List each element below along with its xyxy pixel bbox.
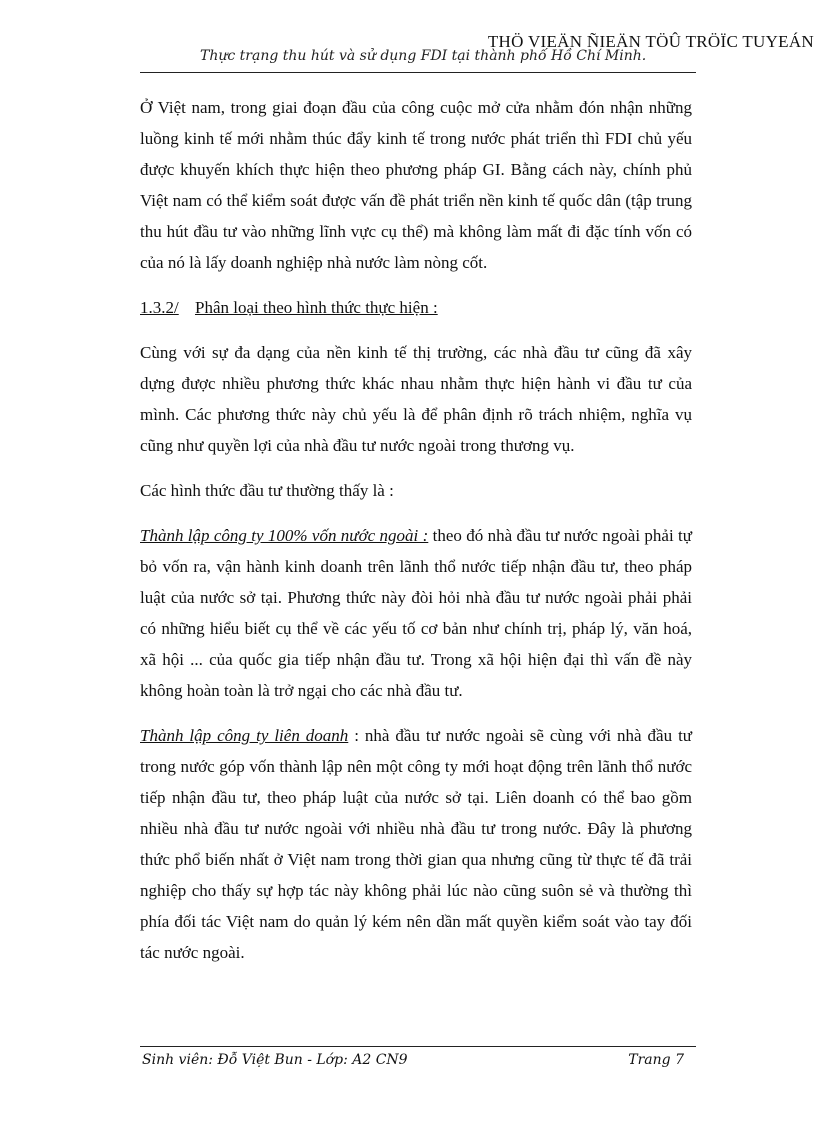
paragraph: Ở Việt nam, trong giai đoạn đầu của công cuộc mở cửa nhằm đón nhận những luồng kinh tế mới nhằm thúc đẩy kinh tế trong nước phát triển thì FDI chủ yếu được khuyến khích thực hiện theo phương pháp GI. Bằng cách này, chính phủ Việt nam có thể kiểm soát được vấn đề phát triển nền kinh tế quốc dân (tập trung thu hút đầu tư vào những lĩnh vực cụ thể) mà không làm mất đi đặc tính vốn có của nó là lấy doanh nghiệp nhà nước làm nòng cốt. [140,98,692,272]
paragraph: Các hình thức đầu tư thường thấy là : [140,481,394,500]
footer-divider [140,1046,696,1047]
footer-student: Sinh viên: Đỗ Việt Bun - Lớp: A2 CN9 [142,1052,408,1068]
page-body [140,92,692,982]
section-title: Phân loại theo hình thức thực hiện : [194,298,438,317]
term-100-percent-foreign: Thành lập công ty 100% vốn nước ngoài : [140,526,429,545]
term-joint-venture: Thành lập công ty liên doanh [140,726,349,745]
paragraph [140,520,692,706]
header-divider [140,72,696,73]
section-number: 1.3.2/ [140,298,179,317]
paragraph [140,720,692,968]
paragraph-text: : nhà đầu tư nước ngoài sẽ cùng với nhà đầu tư trong nước góp vốn thành lập nên một công ty mới hoạt động trên lãnh thổ nước tiếp nhận đầu tư, theo pháp luật của nước sở tại. Liên doanh có thể bao gồm nhiều nhà đầu tư nước ngoài với nhiều nhà đầu tư trong nước. Đây là phương thức phổ biến nhất ở Việt nam trong thời gian qua nhưng cũng từ thực tế đã trải nghiệp cho thấy sự hợp tác này không phải lúc nào cũng suôn sẻ và thường thì phía đối tác Việt nam do quản lý kém nên dần mất quyền kiểm soát vào tay đối tác nước ngoài. [140,726,693,962]
paragraph-text: theo đó nhà đầu tư nước ngoài phải tự bỏ vốn ra, vận hành kinh doanh trên lãnh thổ nước tiếp nhận đầu tư, theo pháp luật của nước sở tại. Phương thức này đòi hỏi nhà đầu tư nước ngoài phải phải có những hiểu biết cụ thể về các yếu tố cơ bản như chính trị, pháp lý, văn hoá, xã hội ... của quốc gia tiếp nhận đầu tư. Trong xã hội hiện đại thì vấn đề này không hoàn toàn là trở ngại cho các nhà đầu tư. [140,526,692,700]
running-header: Thực trạng thu hút và sử dụng FDI tại thành phố Hồ Chí Minh. [200,48,647,64]
section-heading [140,292,692,323]
page-number: Trang 7 [628,1052,684,1068]
paragraph: Cùng với sự đa dạng của nền kinh tế thị trường, các nhà đầu tư cũng đã xây dựng được nhiều phương thức khác nhau nhằm thực hiện hành vi đầu tư của mình. Các phương thức này chủ yếu là để phân định rõ trách nhiệm, nghĩa vụ cũng như quyền lợi của nhà đầu tư nước ngoài trong thương vụ. [140,343,692,455]
watermark: THÖ VIEÄN ÑIEÄN TÖÛ TRÖÏC TUYEÁN [487,32,814,51]
